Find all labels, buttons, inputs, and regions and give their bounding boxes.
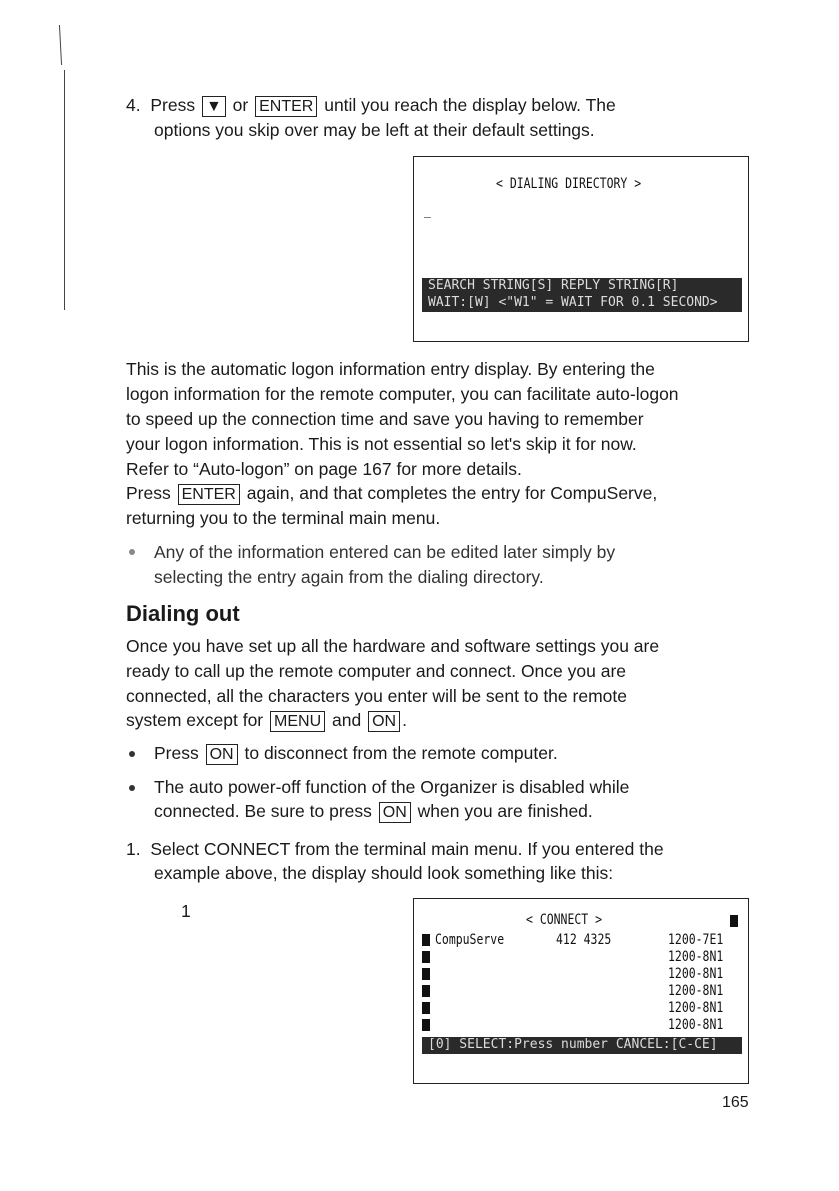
dial-dir-cursor: _: [424, 202, 431, 218]
note-bullet: [129, 549, 135, 555]
connect-help-bar: [0] SELECT:Press number CANCEL:[C-CE]: [422, 1037, 742, 1054]
row-number-3: [422, 968, 430, 980]
enter-key: ENTER: [178, 484, 240, 505]
dialing-directory-screen: [413, 156, 749, 342]
row-number-6: [422, 1019, 430, 1031]
entry-name: CompuServe: [435, 932, 505, 948]
dial-dir-help-bar-1: SEARCH STRING[S] REPLY STRING[R]: [422, 278, 742, 295]
margin-line-top: [59, 25, 62, 65]
connect-row: [422, 999, 742, 1016]
connect-row: [422, 982, 742, 999]
entry-setting: 1200-8N1: [668, 1017, 724, 1033]
row-number-4: [422, 985, 430, 997]
step4-line1: 4. Press ▼ or ENTER until you reach the display below. The: [126, 95, 616, 115]
row-number-5: [422, 1002, 430, 1014]
entry-setting: 1200-7E1: [668, 932, 724, 948]
section-heading: Dialing out: [126, 601, 240, 626]
entry-setting: 1200-8N1: [668, 966, 724, 982]
para1-line5: Refer to “Auto-logon” on page 167 for more details.: [126, 459, 522, 479]
on-key: ON: [379, 802, 411, 823]
stray-number: 1: [181, 901, 191, 921]
para1-last-line: returning you to the terminal main menu.: [126, 508, 441, 528]
step1-line1: 1. Select CONNECT from the terminal main menu. If you entered the: [126, 839, 664, 859]
para2-line2: ready to call up the remote computer and connect. Once you are: [126, 661, 627, 681]
para1-line1: This is the automatic logon information entry display. By entering the: [126, 359, 655, 379]
step1-line2: example above, the display should look something like this:: [154, 863, 614, 883]
margin-line-main: [64, 70, 65, 310]
entry-setting: 1200-8N1: [668, 983, 724, 999]
entry-setting: 1200-8N1: [668, 949, 724, 965]
step4-line2: options you skip over may be left at their default settings.: [154, 120, 595, 140]
dial-dir-title: < DIALING DIRECTORY >: [496, 176, 642, 192]
para2-line4: system except for MENU and ON .: [126, 710, 407, 730]
para1-line4: your logon information. This is not essential so let's skip it for now.: [126, 434, 637, 454]
note1-line1: Any of the information entered can be edited later simply by: [154, 542, 616, 562]
bullet-dot-1: [129, 751, 135, 757]
para2-line1: Once you have set up all the hardware and software settings you are: [126, 636, 660, 656]
dial-dir-help-bar-2: WAIT:[W] <"W1" = WAIT FOR 0.1 SECOND>: [422, 295, 742, 312]
row-number-1: [422, 934, 430, 946]
enter-key: ENTER: [255, 96, 317, 117]
bullet1-line: Press ON to disconnect from the remote computer.: [154, 743, 558, 763]
bullet2-line1: The auto power-off function of the Organizer is disabled while: [154, 777, 630, 797]
menu-key: MENU: [270, 711, 325, 732]
note1-line2: selecting the entry again from the dialing directory.: [154, 567, 544, 587]
row-number-2: [422, 951, 430, 963]
entry-setting: 1200-8N1: [668, 1000, 724, 1016]
connect-row: [422, 1016, 742, 1033]
down-arrow-key: ▼: [202, 96, 226, 117]
page-number: 165: [722, 1094, 749, 1111]
para1-line3: to speed up the connection time and save you having to remember: [126, 409, 644, 429]
on-key: ON: [206, 744, 238, 765]
para2-line3: connected, all the characters you enter will be sent to the remote: [126, 686, 627, 706]
connect-row: [422, 948, 742, 965]
connect-title: < CONNECT >: [526, 912, 603, 928]
para1-press-line: Press ENTER again, and that completes the entry for CompuServe,: [126, 483, 658, 503]
connect-row: [422, 965, 742, 982]
para1-line2: logon information for the remote computer, you can facilitate auto-logon: [126, 384, 679, 404]
entry-phone: 412 4325: [556, 932, 612, 948]
bullet-dot-2: [129, 785, 135, 791]
connect-screen: [413, 898, 749, 1084]
page-indicator: [730, 915, 738, 927]
on-key: ON: [368, 711, 400, 732]
connect-row: [422, 931, 742, 948]
bullet2-line2: connected. Be sure to press ON when you are finished.: [154, 801, 593, 821]
